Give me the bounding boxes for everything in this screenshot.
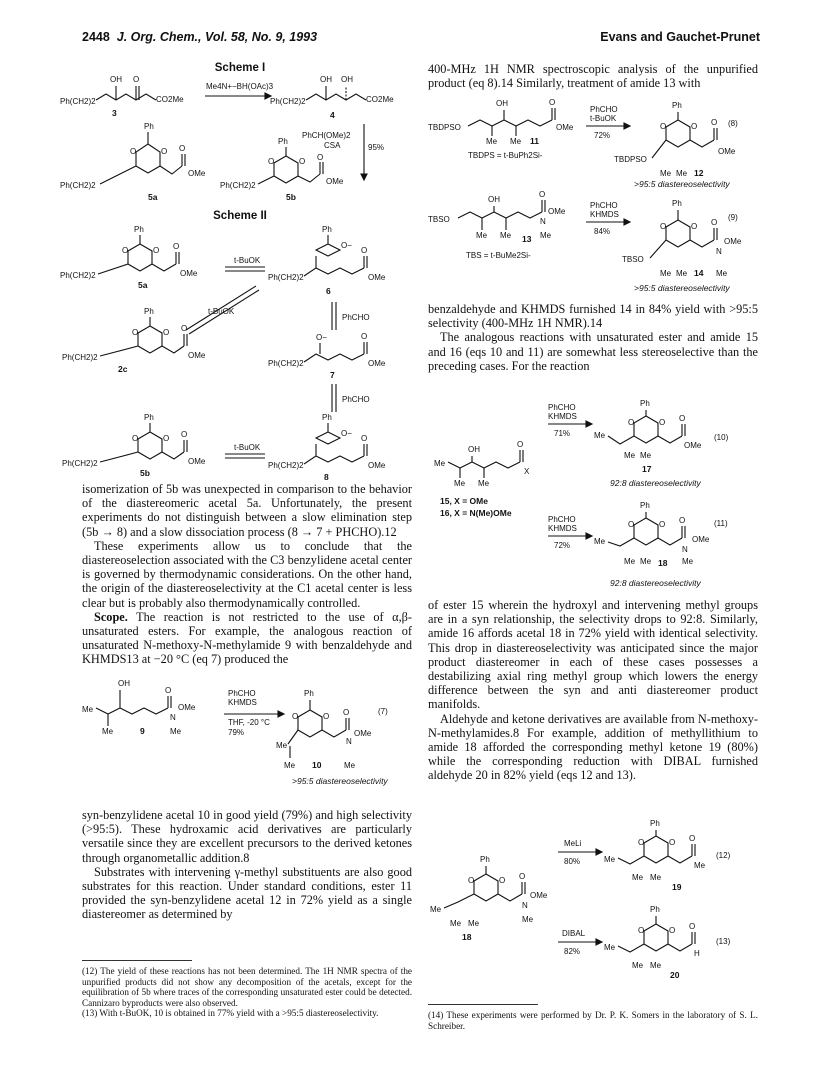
- svg-text:Ph(CH2)2: Ph(CH2)2: [62, 353, 98, 362]
- paragraph: These experiments allow us to conclude that the diastereoselection associated with the C3 benzylidene acetal center is governed by thermodynamic considerations. On the other hand, the origin of the diastereoselectivity at the C1 acetal center is less clear but is probably also thermodynamically controlled.: [82, 538, 412, 610]
- svg-text:Me: Me: [624, 451, 636, 460]
- svg-text:OMe: OMe: [188, 351, 206, 360]
- svg-text:t-BuOK: t-BuOK: [208, 307, 235, 316]
- compound-10: [276, 689, 388, 786]
- svg-text:N: N: [716, 247, 722, 256]
- svg-text:O: O: [711, 118, 718, 127]
- scheme-2-diagram: [60, 222, 430, 482]
- selectivity-eq9: >95:5 diastereoselectivity: [634, 283, 730, 293]
- header-authors: Evans and Gauchet-Prunet: [600, 30, 760, 44]
- journal-citation: J. Org. Chem., Vol. 58, No. 9, 1993: [116, 30, 318, 44]
- svg-text:t-BuOK: t-BuOK: [234, 443, 261, 452]
- svg-text:O: O: [659, 418, 666, 427]
- svg-text:CO2Me: CO2Me: [156, 95, 184, 104]
- paragraph: Substrates with intervening γ-methyl substituents are also good substrates for this reaction. Under standard conditions, ester 11 provided the syn-benzylidene acetal 12 in 72% yield as a single diastereomer as determined by: [82, 864, 412, 922]
- svg-text:O: O: [519, 872, 526, 881]
- paragraph: syn-benzylidene acetal 10 in good yield (79%) and high selectivity (>95:5). These hydroxamic acid derivatives are particularly versatile since they are excellent precursors to the derived ketones through organometallic addition.8: [82, 808, 412, 865]
- svg-text:CSA: CSA: [324, 141, 341, 150]
- svg-text:OMe: OMe: [556, 123, 574, 132]
- svg-text:Me: Me: [594, 431, 606, 440]
- paragraph: benzaldehyde and KHMDS furnished 14 in 84% yield with >95:5 selectivity (400-MHz 1H NMR).14: [428, 302, 758, 331]
- svg-text:Ph: Ph: [144, 413, 154, 422]
- svg-text:7: 7: [330, 370, 335, 380]
- svg-text:O: O: [669, 926, 676, 935]
- svg-text:Me: Me: [170, 727, 182, 736]
- running-header: [82, 30, 760, 48]
- svg-text:Ph: Ph: [672, 101, 682, 110]
- svg-text:Me: Me: [476, 231, 488, 240]
- paragraph: of ester 15 wherein the hydroxyl and intervening methyl groups are in a syn relationship, the selectivity drops to 92:8. Similarly, amide 16 affords acetal 18 in 72% yield with identical selectivity. This drop in diastereoselectivity was anticipated since the major product diastereomer in each of these cases possesses a destabilizing axial ring methyl group which lowers the energy difference between the syn and anti diastereomer product manifolds.: [428, 598, 758, 712]
- svg-text:O: O: [130, 147, 137, 156]
- svg-text:TBSO: TBSO: [428, 215, 450, 224]
- svg-text:O: O: [317, 153, 324, 162]
- svg-text:O−: O−: [341, 429, 352, 438]
- svg-text:O: O: [163, 434, 170, 443]
- svg-text:N: N: [170, 713, 176, 722]
- svg-text:5b: 5b: [140, 468, 150, 478]
- svg-text:OH: OH: [110, 75, 122, 84]
- svg-text:TBDPSO: TBDPSO: [614, 155, 647, 164]
- svg-text:Ph(CH2)2: Ph(CH2)2: [268, 461, 304, 470]
- paragraph: 400-MHz 1H NMR spectroscopic analysis of the unpurified product (eq 8).14 Similarly, treatment of amide 13 with: [428, 62, 758, 91]
- arrow-3-to-4: [205, 82, 274, 99]
- scheme-1-title: Scheme I: [214, 62, 266, 74]
- svg-text:OMe: OMe: [692, 535, 710, 544]
- svg-text:O: O: [638, 838, 645, 847]
- svg-text:84%: 84%: [594, 227, 611, 236]
- compound-2c: [62, 307, 206, 374]
- arrow-eq12: [558, 839, 602, 866]
- svg-text:OMe: OMe: [178, 703, 196, 712]
- compound-6: [268, 225, 386, 296]
- compound-11: [428, 98, 574, 160]
- arrow-eq8: [586, 105, 630, 140]
- svg-text:O: O: [299, 157, 306, 166]
- svg-text:Ph(CH2)2: Ph(CH2)2: [62, 459, 98, 468]
- svg-text:Me: Me: [604, 943, 616, 952]
- svg-text:Me: Me: [522, 915, 534, 924]
- compound-5b-scheme2: [62, 413, 206, 478]
- equation-number-12: (12): [716, 851, 731, 860]
- svg-text:PhCH(OMe)2: PhCH(OMe)2: [302, 131, 351, 140]
- svg-text:Me: Me: [434, 459, 446, 468]
- svg-text:>95:5 diastereoselectivity: >95:5 diastereoselectivity: [292, 776, 388, 786]
- svg-text:O: O: [179, 144, 186, 153]
- svg-text:MeLi: MeLi: [564, 839, 582, 848]
- svg-text:O: O: [638, 926, 645, 935]
- svg-text:OMe: OMe: [368, 461, 386, 470]
- svg-text:OMe: OMe: [188, 457, 206, 466]
- compound-9: [82, 679, 196, 736]
- svg-text:O: O: [132, 434, 139, 443]
- svg-text:Me: Me: [650, 873, 662, 882]
- svg-text:O: O: [361, 434, 368, 443]
- svg-text:Ph: Ph: [144, 122, 154, 131]
- svg-text:O: O: [499, 876, 506, 885]
- svg-text:19: 19: [672, 882, 682, 892]
- svg-text:O: O: [173, 242, 180, 251]
- svg-text:OMe: OMe: [724, 237, 742, 246]
- svg-text:Me: Me: [694, 861, 706, 870]
- svg-text:KHMDS: KHMDS: [590, 210, 619, 219]
- svg-text:Ph: Ph: [650, 905, 660, 914]
- svg-text:Me: Me: [624, 557, 636, 566]
- svg-text:6: 6: [326, 286, 331, 296]
- svg-text:OMe: OMe: [326, 177, 344, 186]
- svg-text:Me: Me: [510, 137, 522, 146]
- svg-text:O: O: [292, 712, 299, 721]
- svg-text:O−: O−: [316, 333, 327, 342]
- arrow-eq13: [558, 929, 602, 956]
- compound-15-16: [434, 440, 530, 518]
- svg-text:PhCHO: PhCHO: [590, 201, 618, 210]
- svg-text:Ph: Ph: [322, 413, 332, 422]
- svg-text:O: O: [468, 876, 475, 885]
- compound-20: [604, 905, 700, 980]
- svg-text:O−: O−: [341, 241, 352, 250]
- svg-text:Me: Me: [82, 705, 94, 714]
- svg-text:Ph(CH2)2: Ph(CH2)2: [60, 97, 96, 106]
- svg-text:79%: 79%: [228, 728, 245, 737]
- svg-text:Me: Me: [676, 269, 688, 278]
- compound-13: [428, 190, 566, 260]
- svg-text:OMe: OMe: [684, 441, 702, 450]
- svg-text:Me: Me: [500, 231, 512, 240]
- arrow-eq7: [224, 689, 284, 737]
- svg-text:DIBAL: DIBAL: [562, 929, 586, 938]
- svg-text:O: O: [323, 712, 330, 721]
- svg-text:92:8 diastereoselectivity: 92:8 diastereoselectivity: [610, 478, 701, 488]
- equation-8: [428, 96, 758, 188]
- compound-17: [594, 399, 702, 488]
- svg-text:O: O: [133, 75, 140, 84]
- left-footnotes: [82, 966, 412, 1019]
- svg-text:Ph: Ph: [672, 199, 682, 208]
- right-column-text-2: [428, 302, 758, 373]
- svg-text:Me: Me: [478, 479, 490, 488]
- svg-text:Ph: Ph: [640, 501, 650, 510]
- svg-text:O: O: [132, 328, 139, 337]
- svg-text:Ph(CH2)2: Ph(CH2)2: [60, 271, 96, 280]
- svg-text:O: O: [181, 324, 188, 333]
- svg-text:TBSO: TBSO: [622, 255, 644, 264]
- svg-text:Me: Me: [284, 761, 296, 770]
- svg-text:OMe: OMe: [368, 359, 386, 368]
- svg-text:9: 9: [140, 726, 145, 736]
- svg-text:O: O: [679, 516, 686, 525]
- svg-text:11: 11: [530, 136, 539, 146]
- svg-text:Me: Me: [640, 451, 652, 460]
- svg-text:82%: 82%: [564, 947, 581, 956]
- svg-text:72%: 72%: [594, 131, 611, 140]
- footnote-13: (13) With t-BuOK, 10 is obtained in 77% yield with a >95:5 diastereoselectivity.: [82, 1008, 379, 1019]
- svg-text:N: N: [346, 737, 352, 746]
- svg-text:Ph: Ph: [134, 225, 144, 234]
- page-number: 2448: [82, 30, 110, 44]
- compound-4: [270, 75, 394, 120]
- svg-text:OH: OH: [496, 99, 508, 108]
- svg-text:PhCHO: PhCHO: [548, 403, 576, 412]
- equilibrium-2c-6: [186, 286, 259, 334]
- arrow-4-to-5b: [302, 124, 384, 180]
- svg-text:14: 14: [694, 268, 704, 278]
- compound-19: [604, 819, 706, 892]
- svg-text:KHMDS: KHMDS: [228, 698, 257, 707]
- svg-text:18: 18: [462, 932, 472, 942]
- compound-18: [594, 501, 710, 588]
- svg-text:O: O: [549, 98, 556, 107]
- svg-text:O: O: [628, 418, 635, 427]
- svg-text:Me: Me: [454, 479, 466, 488]
- compound-5a: [60, 122, 206, 202]
- svg-text:80%: 80%: [564, 857, 581, 866]
- paragraph: The analogous reactions with unsaturated ester and amide 15 and 16 (eqs 10 and 11) are somewhat less stereoselective than the preceding cases. For the reaction: [428, 330, 758, 373]
- svg-text:OMe: OMe: [718, 147, 736, 156]
- svg-text:Ph: Ph: [650, 819, 660, 828]
- svg-text:18: 18: [658, 558, 668, 568]
- svg-text:17: 17: [642, 464, 652, 474]
- svg-text:OMe: OMe: [188, 169, 206, 178]
- equilibrium-7-8: [332, 384, 370, 412]
- svg-text:Me: Me: [682, 557, 694, 566]
- svg-text:THF, -20 °C: THF, -20 °C: [228, 718, 270, 727]
- compound-14: [622, 199, 742, 278]
- svg-text:O: O: [163, 328, 170, 337]
- equations-12-13: [428, 812, 758, 998]
- svg-text:O: O: [122, 246, 129, 255]
- svg-text:Me: Me: [650, 961, 662, 970]
- scheme-1-diagram: [60, 72, 430, 207]
- equation-number-7: (7): [378, 707, 388, 716]
- footnote-12: (12) The yield of these reactions has not been determined. The 1H NMR spectra of the unpurified products did not show any decomposition of the acetals, except for the equilibration of 5b where traces of the corresponding unsaturated ester could be detected. Cannizaro byproducts were also observed.: [82, 966, 412, 1008]
- svg-text:O: O: [689, 834, 696, 843]
- arrow-eq10: [548, 403, 592, 438]
- svg-text:O: O: [660, 122, 667, 131]
- svg-text:OH: OH: [118, 679, 130, 688]
- svg-text:16, X = N(Me)OMe: 16, X = N(Me)OMe: [440, 508, 512, 518]
- svg-text:12: 12: [694, 168, 704, 178]
- svg-text:O: O: [517, 440, 524, 449]
- svg-text:3: 3: [112, 108, 117, 118]
- equation-number-8: (8): [728, 119, 738, 128]
- svg-text:O: O: [711, 218, 718, 227]
- svg-text:Me: Me: [540, 231, 552, 240]
- equation-number-11: (11): [714, 519, 728, 528]
- svg-text:Me: Me: [468, 919, 480, 928]
- paragraph: Aldehyde and ketone derivatives are available from N-methoxy-N-methylamides.8 For example, addition of methyllithium to amide 18 afforded the corresponding methyl ketone 19 (80%) while the corresponding reduction with DIBAL furnished aldehyde 20 in 82% yield (eqs 12 and 13).: [428, 711, 758, 783]
- svg-text:OH: OH: [341, 75, 353, 84]
- svg-text:O: O: [343, 708, 350, 717]
- svg-text:O: O: [679, 414, 686, 423]
- svg-text:Ph(CH2)2: Ph(CH2)2: [268, 273, 304, 282]
- right-column-text-1: [428, 62, 758, 90]
- compound-7: [268, 332, 386, 380]
- svg-text:OMe: OMe: [530, 891, 548, 900]
- svg-text:Me: Me: [604, 855, 616, 864]
- svg-text:5a: 5a: [148, 192, 158, 202]
- svg-text:20: 20: [670, 970, 680, 980]
- svg-text:Ph: Ph: [144, 307, 154, 316]
- svg-text:15, X = OMe: 15, X = OMe: [440, 496, 488, 506]
- header-journal: [82, 30, 317, 44]
- svg-text:PhCHO: PhCHO: [228, 689, 256, 698]
- paragraph-text: The reaction is not restricted to the use of α,β-unsaturated esters. For example, the analogous reaction of unsaturated N-methoxy-N-methylamide 9 with benzaldehyde and KHMDS13 at −20 °C (eq 7) produced the: [82, 609, 413, 667]
- svg-text:Me: Me: [430, 905, 442, 914]
- compound-8: [268, 413, 386, 482]
- svg-text:t-BuOK: t-BuOK: [590, 114, 617, 123]
- svg-text:8: 8: [324, 472, 329, 482]
- selectivity-eq8: >95:5 diastereoselectivity: [634, 179, 730, 189]
- svg-text:4: 4: [330, 110, 335, 120]
- svg-text:Ph: Ph: [304, 689, 314, 698]
- svg-text:O: O: [689, 922, 696, 931]
- svg-text:OMe: OMe: [180, 269, 198, 278]
- compound-12: [614, 101, 736, 178]
- svg-text:OH: OH: [468, 445, 480, 454]
- svg-text:10: 10: [312, 760, 322, 770]
- svg-text:PhCHO: PhCHO: [342, 395, 370, 404]
- svg-text:Ph(CH2)2: Ph(CH2)2: [220, 181, 256, 190]
- svg-text:PhCHO: PhCHO: [342, 313, 370, 322]
- svg-text:Me: Me: [676, 169, 688, 178]
- svg-text:Me: Me: [632, 961, 644, 970]
- svg-text:OMe: OMe: [548, 207, 566, 216]
- svg-text:Ph: Ph: [640, 399, 650, 408]
- svg-text:Me: Me: [716, 269, 728, 278]
- svg-text:Me: Me: [344, 761, 356, 770]
- svg-text:PhCHO: PhCHO: [590, 105, 618, 114]
- svg-text:TBS = t-BuMe2Si-: TBS = t-BuMe2Si-: [466, 251, 531, 260]
- svg-text:O: O: [361, 246, 368, 255]
- svg-text:Me: Me: [594, 537, 606, 546]
- equation-number-13: (13): [716, 937, 731, 946]
- svg-text:O: O: [161, 147, 168, 156]
- svg-text:TBDPSO: TBDPSO: [428, 123, 461, 132]
- paragraph: isomerization of 5b was unexpected in comparison to the behavior of the diastereomeric acetal 5a. Unfortunately, the present experiments do not distinguish between a slow elimination step (5b → 8) and a slow dissociation process (8 → 7 + PHCHO).12: [82, 482, 412, 539]
- svg-text:OMe: OMe: [368, 273, 386, 282]
- svg-text:Me: Me: [660, 269, 672, 278]
- svg-text:Me: Me: [632, 873, 644, 882]
- section-heading-scope: Scope.: [94, 609, 128, 624]
- svg-text:Me: Me: [640, 557, 652, 566]
- equilibrium-5b-8: [225, 443, 265, 458]
- svg-text:O: O: [153, 246, 160, 255]
- svg-text:O: O: [181, 430, 188, 439]
- footnote-rule: [82, 960, 192, 961]
- svg-text:CO2Me: CO2Me: [366, 95, 394, 104]
- svg-text:Ph: Ph: [278, 137, 288, 146]
- equilibrium-6-7: [332, 302, 370, 330]
- svg-text:72%: 72%: [554, 541, 571, 550]
- svg-text:O: O: [691, 122, 698, 131]
- svg-text:t-BuOK: t-BuOK: [234, 256, 261, 265]
- svg-text:5a: 5a: [138, 280, 148, 290]
- svg-text:OH: OH: [488, 195, 500, 204]
- equation-number-9: (9): [728, 213, 738, 222]
- svg-text:O: O: [669, 838, 676, 847]
- scheme-2-title: Scheme II: [213, 210, 267, 222]
- right-column-text-3: [428, 598, 758, 783]
- svg-text:2c: 2c: [118, 364, 128, 374]
- svg-text:KHMDS: KHMDS: [548, 412, 577, 421]
- arrow-eq11: [548, 515, 592, 550]
- footnote-rule: [428, 1004, 538, 1005]
- svg-text:Ph(CH2)2: Ph(CH2)2: [60, 181, 96, 190]
- svg-text:O: O: [660, 222, 667, 231]
- paragraph: [82, 610, 412, 667]
- svg-text:O: O: [539, 190, 546, 199]
- equations-10-11: [428, 396, 758, 592]
- svg-text:5b: 5b: [286, 192, 296, 202]
- svg-text:13: 13: [522, 234, 532, 244]
- equation-9: [428, 192, 758, 294]
- svg-text:71%: 71%: [554, 429, 571, 438]
- svg-text:Me: Me: [486, 137, 498, 146]
- compound-18-start: [430, 855, 548, 942]
- svg-text:O: O: [659, 520, 666, 529]
- svg-text:O: O: [361, 332, 368, 341]
- svg-text:O: O: [628, 520, 635, 529]
- svg-text:Ph(CH2)2: Ph(CH2)2: [268, 359, 304, 368]
- svg-text:OMe: OMe: [354, 729, 372, 738]
- svg-text:Me: Me: [450, 919, 462, 928]
- left-column-text-1: [82, 482, 412, 667]
- svg-text:N: N: [522, 901, 528, 910]
- svg-text:92:8 diastereoselectivity: 92:8 diastereoselectivity: [610, 578, 701, 588]
- svg-text:KHMDS: KHMDS: [548, 524, 577, 533]
- svg-text:Me: Me: [276, 741, 288, 750]
- svg-text:Me: Me: [660, 169, 672, 178]
- svg-text:O: O: [691, 222, 698, 231]
- svg-text:O: O: [165, 686, 172, 695]
- svg-text:Ph: Ph: [322, 225, 332, 234]
- svg-text:Me: Me: [102, 727, 114, 736]
- equation-number-10: (10): [714, 433, 729, 442]
- svg-text:Ph: Ph: [480, 855, 490, 864]
- arrow-eq9: [586, 201, 630, 236]
- svg-text:OH: OH: [320, 75, 332, 84]
- svg-text:Me4N+−BH(OAc)3: Me4N+−BH(OAc)3: [206, 82, 274, 91]
- svg-text:N: N: [682, 545, 688, 554]
- svg-text:X: X: [524, 467, 530, 476]
- svg-text:PhCHO: PhCHO: [548, 515, 576, 524]
- footnote-14: (14) These experiments were performed by Dr. P. K. Somers in the laboratory of S. L. Schreiber.: [428, 1010, 758, 1031]
- equation-7: [82, 676, 412, 808]
- svg-text:N: N: [540, 217, 546, 226]
- svg-text:H: H: [694, 949, 700, 958]
- compound-5a-scheme2: [60, 225, 198, 290]
- svg-text:O: O: [268, 157, 275, 166]
- compound-3: [60, 75, 184, 118]
- svg-text:TBDPS = t-BuPh2Si-: TBDPS = t-BuPh2Si-: [468, 151, 543, 160]
- svg-text:95%: 95%: [368, 143, 385, 152]
- left-column-text-2: [82, 808, 412, 922]
- equilibrium-5a-6: [225, 256, 265, 271]
- svg-text:Ph(CH2)2: Ph(CH2)2: [270, 97, 306, 106]
- right-footnotes: [428, 1010, 758, 1031]
